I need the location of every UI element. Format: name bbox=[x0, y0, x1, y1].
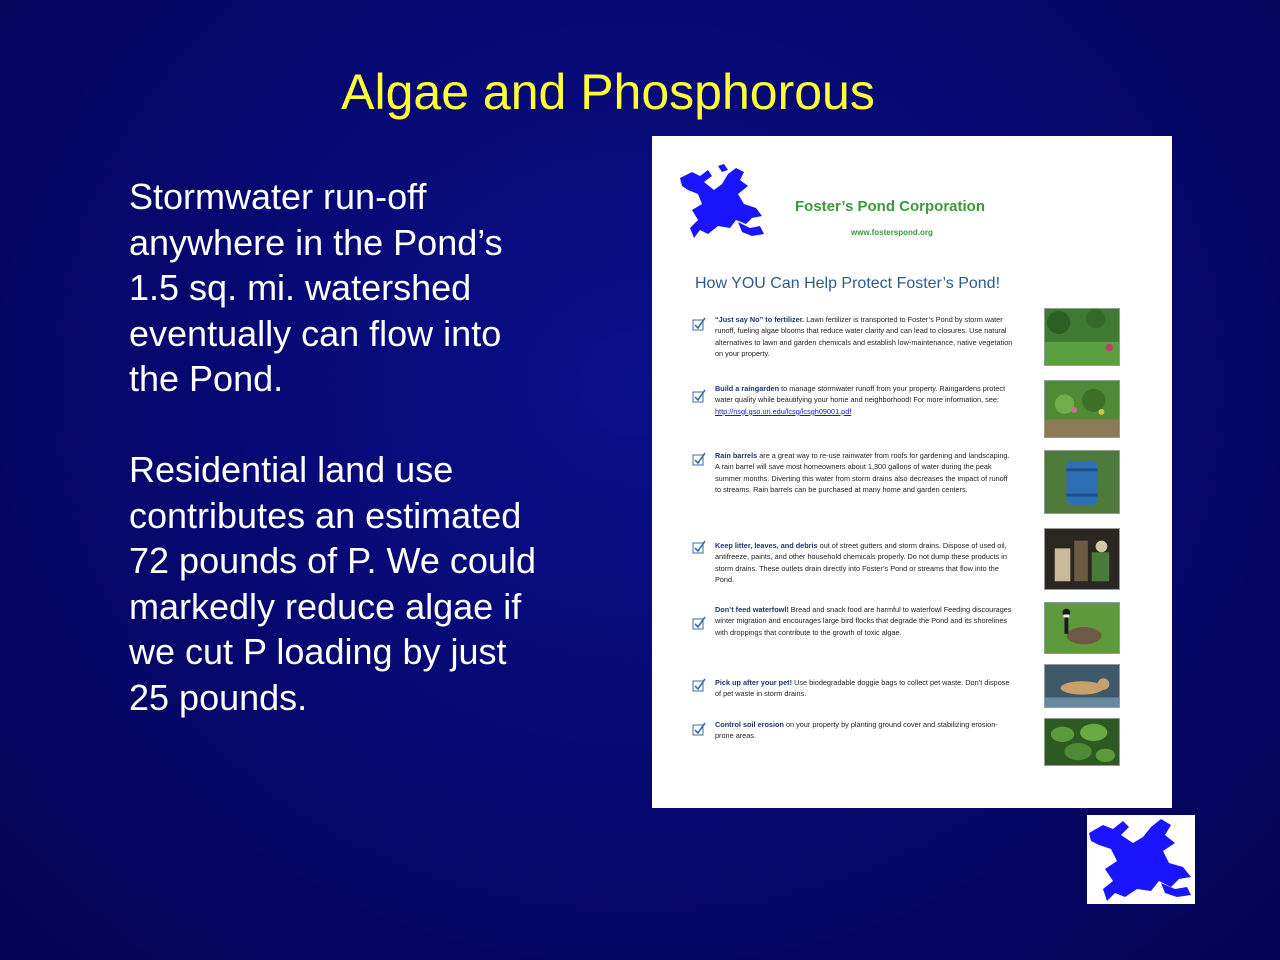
dog-photo bbox=[1044, 664, 1120, 708]
goose-photo bbox=[1044, 602, 1120, 654]
checkbox-checked-icon bbox=[692, 452, 706, 466]
tip-body: to manage stormwater runoff from your property. Raingardens protect water quality while beautifying your home and neighborhood! For more information, see: bbox=[715, 384, 1006, 405]
tip-lead: Rain barrels bbox=[715, 451, 758, 460]
tip-body: Lawn fertilizer is transported to Foster’s Pond by storm water runoff, fueling algae blooms that reduce water clarity and can lead to closures. Use natural alternatives to lawn and garden chemicals and establish low-maintenance, native vegetation on your property. bbox=[715, 315, 1013, 359]
tip-lead: Pick up after your pet! bbox=[715, 678, 793, 687]
tip-lead: Control soil erosion bbox=[715, 720, 784, 729]
tip-body: Bread and snack food are harmful to waterfowl Feeding discourages winter migration and encourages large bird flocks that degrade the Pond and its shorelines with droppings that contribute to the growth of toxic algae. bbox=[715, 605, 1012, 637]
lawn-photo bbox=[1044, 308, 1120, 366]
tip-lead: “Just say No” to fertilizer. bbox=[715, 315, 805, 324]
tip-body: are a great way to re-use rainwater from roofs for gardening and landscaping. A rain barrel will save most homeowners about 1,300 gallons of water during the peak summer months. Diverting this water from storm drains also decreases the impact of runoff to streams. Rain barrels can be purchased at many home and garden centers. bbox=[715, 451, 1010, 495]
flyer-heading: How YOU Can Help Protect Foster’s Pond! bbox=[695, 275, 1001, 292]
raingarden-photo bbox=[1044, 380, 1120, 438]
body-paragraph-residential: Residential land use contributes an estimated 72 pounds of P. We could markedly reduce algae if we cut P loading by just 25 pounds. bbox=[129, 449, 536, 718]
body-paragraph-stormwater: Stormwater run-off anywhere in the Pond’s 1.5 sq. mi. watershed eventually can flow into the Pond. bbox=[129, 176, 503, 399]
slide-title: Algae and Phosphorous bbox=[341, 64, 875, 120]
corner-logo bbox=[1087, 815, 1195, 904]
household-chemicals-photo bbox=[1044, 528, 1120, 590]
checkbox-checked-icon bbox=[692, 389, 706, 403]
tip-lead: Keep litter, leaves, and debris bbox=[715, 541, 818, 550]
tip-lead: Don’t feed waterfowl! bbox=[715, 605, 789, 614]
checkbox-checked-icon bbox=[692, 678, 706, 692]
fosters-pond-logo-icon bbox=[1087, 815, 1195, 904]
slide-body bbox=[129, 174, 549, 720]
tip-body: out of street gutters and storm drains. Dispose of used oil, antifreeze, paints, and other household chemicals properly. Do not dump these products in storm drains. These outlets drain directly into Foster’s Pond or streams that flow into the Pond. bbox=[715, 541, 1007, 585]
checkbox-checked-icon bbox=[692, 616, 706, 630]
flyer-image bbox=[652, 136, 1172, 808]
tip-lead: Build a raingarden bbox=[715, 384, 780, 393]
checkbox-checked-icon bbox=[692, 722, 706, 736]
checkbox-checked-icon bbox=[692, 540, 706, 554]
tip-body: on your property by planting ground cover and stabilizing erosion-prone areas. bbox=[715, 720, 998, 741]
tip-body: Use biodegradable doggie bags to collect pet waste. Don’t dispose of pet waste in storm drains. bbox=[715, 678, 1010, 699]
ground-cover-photo bbox=[1044, 718, 1120, 766]
org-url-link[interactable]: www.fosterspond.org bbox=[851, 228, 933, 237]
org-name: Foster’s Pond Corporation bbox=[795, 198, 986, 215]
raingarden-link[interactable]: http://nsgl.gso.uri.edu/lcsg/lcsgh09001.pdf bbox=[715, 406, 852, 416]
rain-barrel-photo bbox=[1044, 450, 1120, 514]
checkbox-checked-icon bbox=[692, 317, 706, 331]
fosters-pond-logo-icon bbox=[678, 164, 768, 242]
